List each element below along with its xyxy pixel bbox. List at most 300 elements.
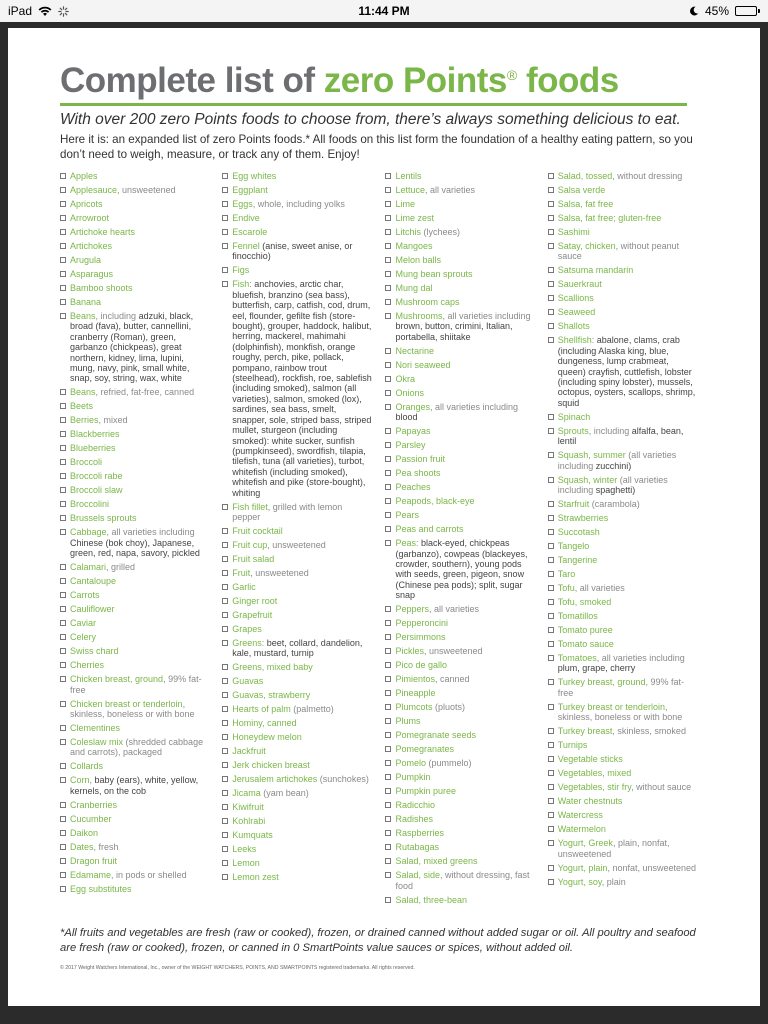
food-name: Raspberries xyxy=(395,828,445,839)
food-item-text xyxy=(395,730,535,740)
food-name: Rutabagas xyxy=(395,842,440,853)
food-item xyxy=(548,754,710,764)
food-item xyxy=(222,746,385,756)
food-item xyxy=(60,699,222,720)
food-name: Tomatoes xyxy=(557,653,597,664)
checkbox-icon xyxy=(60,417,66,423)
food-name: Pomegranates xyxy=(395,744,455,755)
checkbox-icon xyxy=(385,704,391,710)
food-name: Jerusalem artichokes xyxy=(232,774,318,785)
food-item xyxy=(222,732,385,742)
checkbox-icon xyxy=(60,459,66,465)
checkbox-icon xyxy=(548,337,554,343)
food-item-text xyxy=(70,283,210,293)
food-item xyxy=(548,499,710,509)
food-item-text xyxy=(70,471,210,481)
checkbox-icon xyxy=(385,858,391,864)
food-item xyxy=(548,639,710,649)
food-name: Mushroom caps xyxy=(395,297,460,307)
food-note: , unsweetened xyxy=(424,646,483,657)
checkbox-icon xyxy=(385,634,391,640)
checkbox-icon xyxy=(60,257,66,263)
food-item xyxy=(222,718,385,728)
checkbox-icon xyxy=(385,470,391,476)
food-item xyxy=(548,796,710,806)
food-note: , 99% fat-free xyxy=(70,674,202,695)
food-item xyxy=(548,740,710,750)
food-item-text xyxy=(232,760,372,770)
food-name: Lettuce xyxy=(395,185,426,195)
food-name: Pears xyxy=(395,510,419,521)
food-item-text xyxy=(558,639,698,649)
checkbox-icon xyxy=(222,790,228,796)
food-item xyxy=(385,185,547,195)
food-name: Sashimi xyxy=(557,227,590,237)
food-item-text xyxy=(558,824,698,834)
food-item-text xyxy=(395,482,535,492)
food-item-text xyxy=(395,269,535,279)
food-item xyxy=(222,774,385,784)
food-item xyxy=(222,676,385,686)
food-name: Mushrooms xyxy=(395,311,443,321)
food-item xyxy=(548,241,710,262)
food-name: Collards xyxy=(70,761,104,772)
food-item-text xyxy=(232,704,372,714)
food-detail: (anise, sweet anise, or finocchio) xyxy=(232,241,353,262)
title-part-1: Complete list of xyxy=(60,61,324,100)
food-item-text xyxy=(70,699,210,720)
food-name: Hearts of palm xyxy=(232,704,291,715)
food-item-text xyxy=(70,562,210,572)
food-item-text xyxy=(70,513,210,523)
food-item-text xyxy=(395,618,535,628)
checkbox-icon xyxy=(548,173,554,179)
food-item xyxy=(548,527,710,537)
food-item-text xyxy=(558,265,698,275)
checkbox-icon xyxy=(385,484,391,490)
food-detail: zucchini) xyxy=(595,460,632,471)
food-name: Squash, winter xyxy=(557,474,618,485)
food-item xyxy=(548,412,710,422)
checkbox-icon xyxy=(548,655,554,661)
food-name: Squash, summer xyxy=(557,450,626,461)
food-name: Pickles xyxy=(395,646,424,657)
food-item-text xyxy=(70,387,210,397)
food-item-text xyxy=(70,576,210,586)
food-note: , grilled xyxy=(106,562,136,573)
food-item xyxy=(548,702,710,723)
food-item-text xyxy=(395,674,535,684)
checkbox-icon xyxy=(60,634,66,640)
food-item xyxy=(548,213,710,223)
food-item-text xyxy=(395,800,535,810)
food-name: Pomegranate seeds xyxy=(395,730,477,741)
food-item xyxy=(222,199,385,209)
food-item xyxy=(385,660,547,670)
food-item xyxy=(60,814,222,824)
food-note: (sunchokes) xyxy=(317,774,369,785)
checkbox-icon xyxy=(385,456,391,462)
food-item-text xyxy=(395,744,535,754)
checkbox-icon xyxy=(385,830,391,836)
food-item-text xyxy=(558,475,698,496)
food-item-text xyxy=(395,468,535,478)
food-item-text xyxy=(70,660,210,670)
food-item-text xyxy=(232,540,372,550)
food-item xyxy=(60,227,222,237)
intro-text: Here it is: an expanded list of zero Points foods.* All foods on this list form the foundation of a healthy eating pattern, so you don’t need to weigh, measure, or track any of them. Enjoy! xyxy=(60,133,693,161)
food-item-text xyxy=(70,800,210,810)
food-item xyxy=(385,744,547,754)
food-item xyxy=(548,307,710,317)
food-detail: abalone, clams, crab (including Alaska king, blue, dungeness, lump crabmeat, queen) crayfish, cuttlefish, lobster (including spiny lobster), mussels, octopus, oysters, scallops, shrimp, squid xyxy=(557,335,696,408)
checkbox-icon xyxy=(385,428,391,434)
checkbox-icon xyxy=(385,816,391,822)
food-name: Salsa, fat free xyxy=(557,199,614,209)
checkbox-icon xyxy=(60,830,66,836)
checkbox-icon xyxy=(548,585,554,591)
loading-spinner-icon xyxy=(58,6,69,17)
checkbox-icon xyxy=(385,498,391,504)
food-item-text xyxy=(395,842,535,852)
food-name: Nectarine xyxy=(395,345,435,356)
food-note: , all varieties including xyxy=(430,401,519,412)
food-name: Melon balls xyxy=(395,255,442,265)
food-item xyxy=(222,540,385,550)
food-item xyxy=(222,279,385,498)
food-name: Radicchio xyxy=(395,800,436,811)
food-name: Dragon fruit xyxy=(70,855,118,866)
food-item-text xyxy=(70,604,210,614)
checkbox-icon xyxy=(60,243,66,249)
food-item xyxy=(222,830,385,840)
checkbox-icon xyxy=(60,403,66,409)
food-note: (carambola) xyxy=(589,499,640,510)
checkbox-icon xyxy=(385,512,391,518)
food-name: Fennel xyxy=(232,241,260,251)
food-note: , skinless, smoked xyxy=(612,726,686,737)
food-item-text xyxy=(70,828,210,838)
food-name: Banana xyxy=(70,297,102,307)
food-item xyxy=(548,541,710,551)
food-detail: blood xyxy=(395,412,418,423)
food-item-text xyxy=(232,746,372,756)
food-item-text xyxy=(558,569,698,579)
food-name: Taro xyxy=(557,569,576,580)
food-item xyxy=(222,185,385,195)
food-item xyxy=(60,401,222,411)
food-name: Fruit cocktail xyxy=(232,525,283,536)
food-item xyxy=(60,199,222,209)
food-name: Kohlrabi xyxy=(232,816,266,827)
food-item-text xyxy=(232,526,372,536)
food-item xyxy=(385,688,547,698)
food-name: Starfruit xyxy=(557,499,590,510)
food-item-text xyxy=(558,541,698,551)
food-name: Peas and carrots xyxy=(395,524,464,535)
food-name: Egg whites xyxy=(232,171,277,181)
food-item-text xyxy=(558,838,698,859)
food-name: Turkey breast xyxy=(557,726,613,737)
food-detail: spaghetti) xyxy=(595,485,636,496)
checkbox-icon xyxy=(60,431,66,437)
food-column-4 xyxy=(548,171,710,921)
status-right xyxy=(540,4,760,18)
checkbox-icon xyxy=(385,442,391,448)
food-note: , without dressing, fast food xyxy=(395,870,530,891)
checkbox-icon xyxy=(548,599,554,605)
food-item-text xyxy=(232,554,372,564)
food-note: , xyxy=(89,775,95,786)
food-name: Guavas, strawberry xyxy=(232,690,311,701)
food-item-text xyxy=(395,185,535,195)
food-name: Watercress xyxy=(557,810,603,821)
checkbox-icon xyxy=(60,487,66,493)
food-item-text xyxy=(70,737,210,758)
food-name: Beets xyxy=(70,401,94,412)
checkbox-icon xyxy=(222,640,228,646)
food-detail: anchovies, arctic char, bluefish, branzino (sea bass), butterfish, carp, catfish, cod, drum, eel, flounder, gefilte fish (store-bought), grouper, haddock, halibut, herring, mackerel, mahimahi (dolphinfish), monkfish, orange roughy, perch, pike, pollack, pompano, rainbow trout (steelhead), rockfish, roe, sablefish (including smoked), salmon (all varieties), salmon, smoked (lox), sardines, sea bass, smelt, snapper, sole, striped bass, striped mullet, sturgeon (including smoked): white sucker, sunfish (pumpkinseed), swordfish, tilapia, tilefish, tuna (all varieties), turbot, whitefish (including smoked), whitefish and pike (store-bought), whiting xyxy=(232,279,372,498)
document-page xyxy=(8,28,760,1006)
food-item xyxy=(222,858,385,868)
moon-icon xyxy=(689,6,699,16)
checkbox-icon xyxy=(60,886,66,892)
food-item xyxy=(60,775,222,796)
food-name: Scallions xyxy=(557,293,594,304)
food-item xyxy=(385,346,547,356)
food-name: Dates xyxy=(70,841,94,852)
food-name: Vegetables, stir fry xyxy=(557,782,632,793)
food-item-text xyxy=(558,513,698,523)
food-item xyxy=(548,555,710,565)
food-column-2 xyxy=(222,171,385,921)
food-item-text xyxy=(395,346,535,356)
food-item-text xyxy=(70,311,210,384)
food-item-text xyxy=(232,227,372,237)
food-item xyxy=(548,653,710,674)
food-name: Lemon xyxy=(232,858,260,869)
food-item-text xyxy=(395,311,535,342)
checkbox-icon xyxy=(222,504,228,510)
food-item-text xyxy=(395,402,535,423)
food-item xyxy=(60,604,222,614)
food-item-text xyxy=(232,774,372,784)
food-item xyxy=(385,772,547,782)
food-note: , grilled with lemon pepper xyxy=(232,501,343,522)
food-name: Bamboo shoots xyxy=(70,283,133,293)
food-item xyxy=(222,844,385,854)
food-item-text xyxy=(558,213,698,223)
food-item xyxy=(385,482,547,492)
food-name: Cranberries xyxy=(70,799,118,810)
food-note: , all varieties including xyxy=(106,527,195,538)
food-item xyxy=(385,786,547,796)
food-item xyxy=(548,335,710,408)
checkbox-icon xyxy=(548,501,554,507)
food-name: Honeydew melon xyxy=(232,732,302,743)
checkbox-icon xyxy=(60,578,66,584)
food-item xyxy=(60,576,222,586)
food-item-text xyxy=(232,872,372,882)
food-item-text xyxy=(558,307,698,317)
food-item xyxy=(385,255,547,265)
food-name: Clementines xyxy=(70,723,121,734)
checkbox-icon xyxy=(385,526,391,532)
device-name: iPad xyxy=(8,4,33,18)
food-item-text xyxy=(558,185,698,195)
food-item xyxy=(222,816,385,826)
food-item xyxy=(60,884,222,894)
food-item-text xyxy=(558,625,698,635)
checkbox-icon xyxy=(548,309,554,315)
food-item-text xyxy=(70,775,210,796)
food-item xyxy=(60,241,222,251)
food-item xyxy=(222,704,385,714)
food-item xyxy=(385,402,547,423)
food-item-text xyxy=(70,213,210,223)
food-name: Greens, mixed baby xyxy=(232,662,313,673)
food-name: Pomelo xyxy=(395,758,426,769)
food-name: Lime zest xyxy=(395,213,434,223)
food-item xyxy=(385,828,547,838)
subtitle: With over 200 zero Points foods to choose from, there’s always something delicious to eat. xyxy=(60,111,681,128)
food-item-text xyxy=(70,199,210,209)
food-item xyxy=(60,513,222,523)
food-item-text xyxy=(70,870,210,880)
food-item xyxy=(222,596,385,606)
food-item xyxy=(548,611,710,621)
food-name: Mung dal xyxy=(395,283,433,293)
food-name: Cabbage xyxy=(70,527,107,538)
food-item-text xyxy=(70,856,210,866)
food-note: (all varieties including xyxy=(557,450,677,471)
checkbox-icon xyxy=(60,592,66,598)
food-note: (lychees) xyxy=(421,227,461,237)
checkbox-icon xyxy=(385,285,391,291)
checkbox-icon xyxy=(548,452,554,458)
checkbox-icon xyxy=(60,606,66,612)
status-time: 11:44 PM xyxy=(358,4,410,18)
checkbox-icon xyxy=(548,826,554,832)
checkbox-icon xyxy=(222,243,228,249)
food-item-text xyxy=(232,610,372,620)
food-item-text xyxy=(232,638,372,659)
food-item-text xyxy=(232,676,372,686)
food-note: , without sauce xyxy=(631,782,692,793)
checkbox-icon xyxy=(548,784,554,790)
checkbox-icon xyxy=(385,662,391,668)
checkbox-icon xyxy=(222,860,228,866)
food-note: , skinless, boneless or with bone xyxy=(557,701,683,723)
food-name: Figs xyxy=(232,265,250,276)
title-part-3: foods xyxy=(516,61,619,100)
food-item xyxy=(385,538,547,600)
food-name: Fish xyxy=(232,279,250,290)
food-item xyxy=(548,625,710,635)
checkbox-icon xyxy=(60,299,66,305)
checkbox-icon xyxy=(60,564,66,570)
food-item xyxy=(222,802,385,812)
food-item xyxy=(548,475,710,496)
checkbox-icon xyxy=(222,832,228,838)
food-item-text xyxy=(232,171,372,181)
food-item-text xyxy=(558,499,698,509)
checkbox-icon xyxy=(222,720,228,726)
food-name: Nori seaweed xyxy=(395,359,451,370)
food-name: Swiss chard xyxy=(70,646,119,657)
food-item xyxy=(60,297,222,307)
checkbox-icon xyxy=(385,299,391,305)
food-name: Cucumber xyxy=(70,813,112,824)
food-item-text xyxy=(558,199,698,209)
checkbox-icon xyxy=(385,606,391,612)
food-name: Beans xyxy=(70,311,96,321)
food-item xyxy=(385,374,547,384)
checkbox-icon xyxy=(548,679,554,685)
food-name: Artichoke hearts xyxy=(70,227,136,237)
food-item xyxy=(385,814,547,824)
food-item-text xyxy=(232,844,372,854)
checkbox-icon xyxy=(222,570,228,576)
checkbox-icon xyxy=(60,676,66,682)
food-item xyxy=(60,590,222,600)
food-name: Tomatillos xyxy=(557,611,598,622)
food-item xyxy=(60,674,222,695)
food-item xyxy=(548,810,710,820)
food-item xyxy=(222,582,385,592)
checkbox-icon xyxy=(548,756,554,762)
food-name: Cherries xyxy=(70,660,105,671)
checkbox-icon xyxy=(222,706,228,712)
food-item-text xyxy=(70,227,210,237)
checkbox-icon xyxy=(222,556,228,562)
food-item xyxy=(60,632,222,642)
checkbox-icon xyxy=(60,620,66,626)
food-name: Yogurt, Greek xyxy=(557,838,613,849)
food-item-text xyxy=(395,426,535,436)
checkbox-icon xyxy=(60,858,66,864)
checkbox-icon xyxy=(385,872,391,878)
food-note: (pluots) xyxy=(432,702,466,713)
food-item-text xyxy=(395,227,535,237)
checkbox-icon xyxy=(548,267,554,273)
food-item xyxy=(548,513,710,523)
checkbox-icon xyxy=(385,404,391,410)
checkbox-icon xyxy=(385,362,391,368)
food-item-text xyxy=(232,816,372,826)
food-item xyxy=(222,662,385,672)
food-item-text xyxy=(558,412,698,422)
food-name: Edamame xyxy=(70,869,112,880)
food-item xyxy=(385,311,547,342)
checkbox-icon xyxy=(222,542,228,548)
checkbox-icon xyxy=(385,620,391,626)
food-item-text xyxy=(558,611,698,621)
food-item xyxy=(385,496,547,506)
checkbox-icon xyxy=(385,718,391,724)
food-name: Shellfish xyxy=(557,335,592,346)
food-item xyxy=(385,213,547,223)
food-item xyxy=(222,760,385,770)
food-detail: alfalfa, bean, lentil xyxy=(557,425,684,447)
food-name: Turkey breast, ground xyxy=(557,677,646,688)
food-name: Vegetables, mixed xyxy=(557,768,632,779)
food-item xyxy=(548,426,710,447)
food-note: : xyxy=(249,279,255,290)
food-item xyxy=(548,838,710,859)
food-item xyxy=(60,562,222,572)
food-name: Radishes xyxy=(395,814,434,825)
